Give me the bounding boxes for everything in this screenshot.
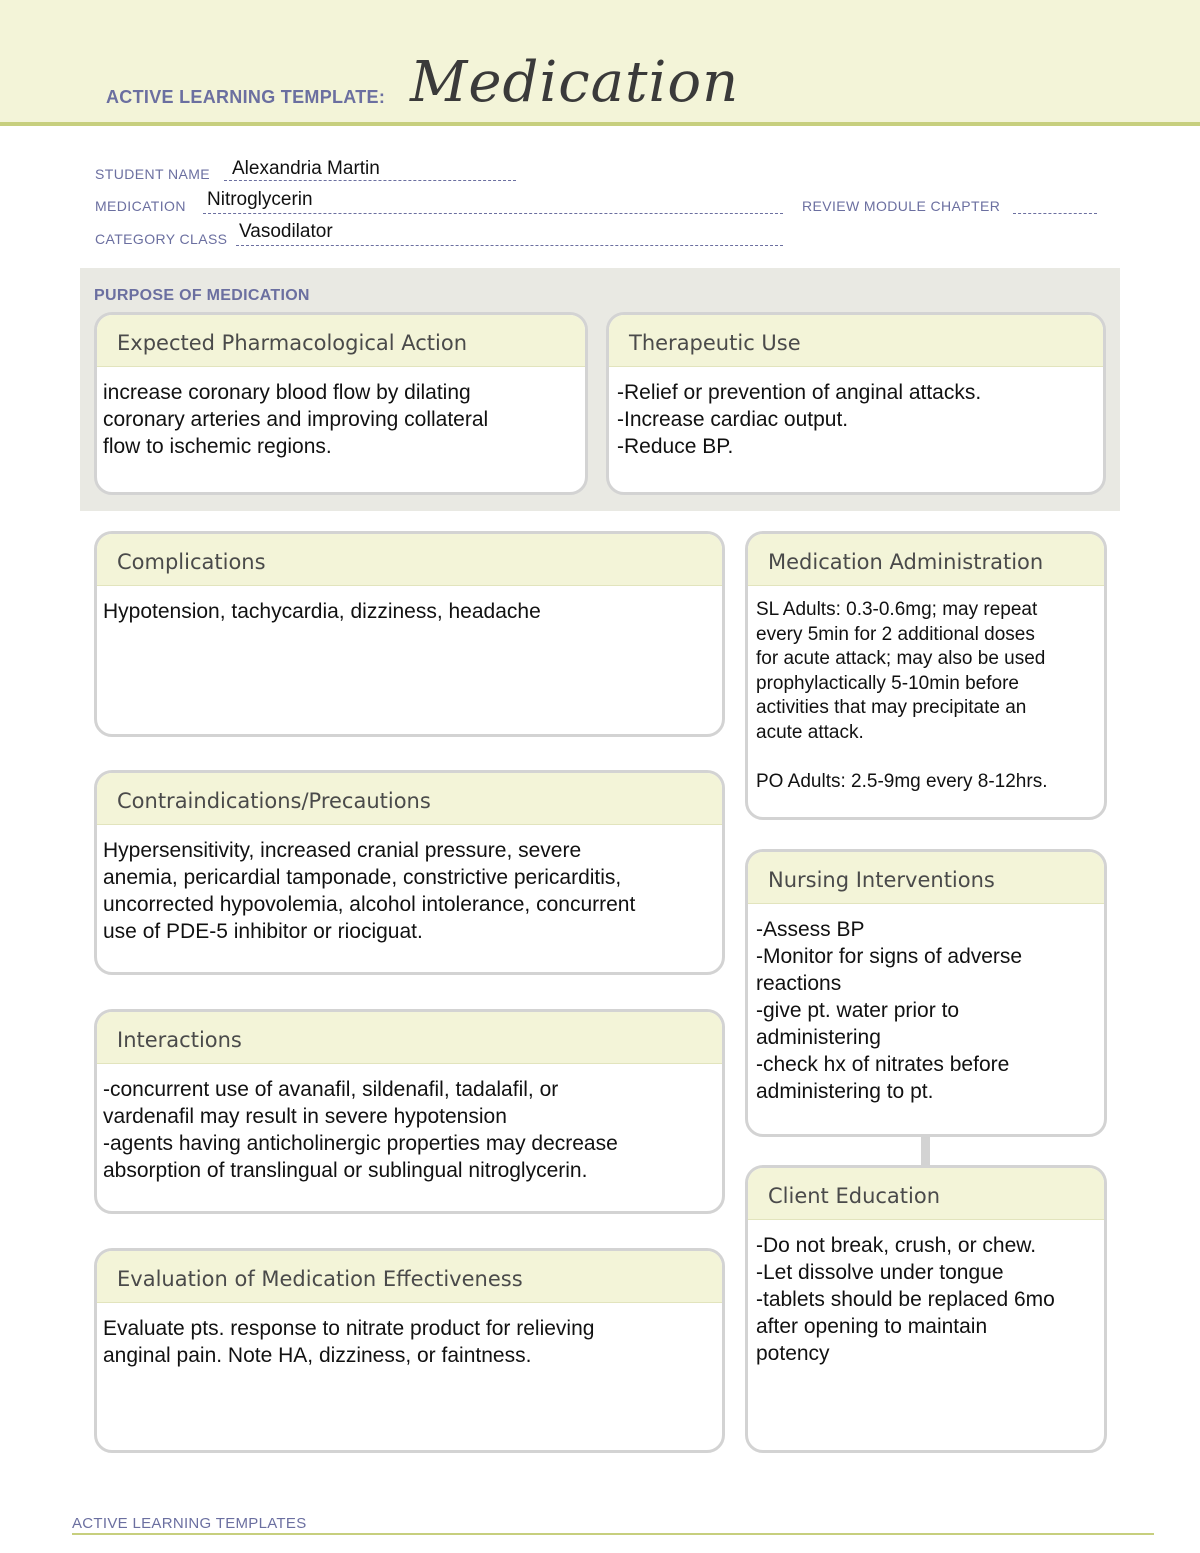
footer-label: ACTIVE LEARNING TEMPLATES	[72, 1515, 307, 1532]
medication-administration-box	[745, 531, 1107, 820]
category-class-underline	[236, 245, 783, 246]
interactions-heading: Interactions	[97, 1012, 722, 1064]
evaluation-text[interactable]: Evaluate pts. response to nitrate product for relieving anginal pain. Note HA, dizziness, or faintness.	[103, 1317, 595, 1367]
box-connector	[921, 1135, 930, 1167]
therapeutic-use-text[interactable]: -Relief or prevention of anginal attacks. -Increase cardiac output. -Reduce BP.	[617, 381, 982, 458]
nursing-interventions-heading: Nursing Interventions	[748, 852, 1104, 904]
complications-box	[94, 531, 725, 737]
purpose-title: PURPOSE OF MEDICATION	[94, 287, 310, 304]
medication-underline	[203, 213, 783, 214]
complications-heading: Complications	[97, 534, 722, 586]
student-name-field[interactable]: Alexandria Martin	[232, 158, 380, 179]
complications-text[interactable]: Hypotension, tachycardia, dizziness, headache	[103, 600, 541, 623]
expected-action-text[interactable]: increase coronary blood flow by dilating coronary arteries and improving collateral flow to ischemic regions.	[103, 381, 489, 458]
contraindications-text[interactable]: Hypersensitivity, increased cranial pressure, severe anemia, pericardial tamponade, constrictive pericarditis, uncorrected hypovolemia, alcohol intolerance, concurrent use of PDE-5 inhibitor or riociguat.	[103, 839, 636, 943]
evaluation-box	[94, 1248, 725, 1453]
contraindications-box	[94, 770, 725, 975]
template-label: ACTIVE LEARNING TEMPLATE:	[106, 87, 386, 107]
client-education-text[interactable]: -Do not break, crush, or chew. -Let dissolve under tongue -tablets should be replaced 6mo after opening to maintain potency	[756, 1234, 1055, 1365]
review-module-underline	[1013, 213, 1097, 214]
student-name-label: STUDENT NAME	[95, 166, 210, 182]
contraindications-heading: Contraindications/Precautions	[97, 773, 722, 825]
evaluation-heading: Evaluation of Medication Effectiveness	[97, 1251, 722, 1303]
nursing-interventions-text[interactable]: -Assess BP -Monitor for signs of adverse reactions -give pt. water prior to administering -check hx of nitrates before administering to pt.	[756, 918, 1023, 1103]
expected-action-box	[94, 312, 588, 495]
footer-divider	[72, 1533, 1154, 1535]
expected-action-heading: Expected Pharmacological Action	[97, 315, 585, 367]
page-title: Medication	[410, 50, 740, 115]
therapeutic-use-heading: Therapeutic Use	[609, 315, 1103, 367]
category-class-field[interactable]: Vasodilator	[239, 221, 333, 242]
medication-administration-text[interactable]: SL Adults: 0.3-0.6mg; may repeat every 5min for 2 additional doses for acute attack; may also be used prophylactically 5-10min before activities that may precipitate an acute attack. PO Adults: 2.5-9mg every 8-12hrs.	[756, 599, 1048, 793]
client-education-heading: Client Education	[748, 1168, 1104, 1220]
therapeutic-use-box	[606, 312, 1106, 495]
nursing-interventions-box	[745, 849, 1107, 1137]
medication-field[interactable]: Nitroglycerin	[207, 189, 313, 210]
interactions-box	[94, 1009, 725, 1214]
interactions-text[interactable]: -concurrent use of avanafil, sildenafil, tadalafil, or vardenafil may result in severe hypotension -agents having anticholinergic properties may decrease absorption of translingual or sublingual nitroglycerin.	[103, 1078, 618, 1182]
medication-label: MEDICATION	[95, 198, 186, 214]
header-divider	[0, 122, 1200, 126]
medication-administration-heading: Medication Administration	[748, 534, 1104, 586]
client-education-box	[745, 1165, 1107, 1453]
student-name-underline	[224, 180, 516, 181]
category-class-label: CATEGORY CLASS	[95, 231, 228, 247]
review-module-label: REVIEW MODULE CHAPTER	[802, 198, 1001, 214]
